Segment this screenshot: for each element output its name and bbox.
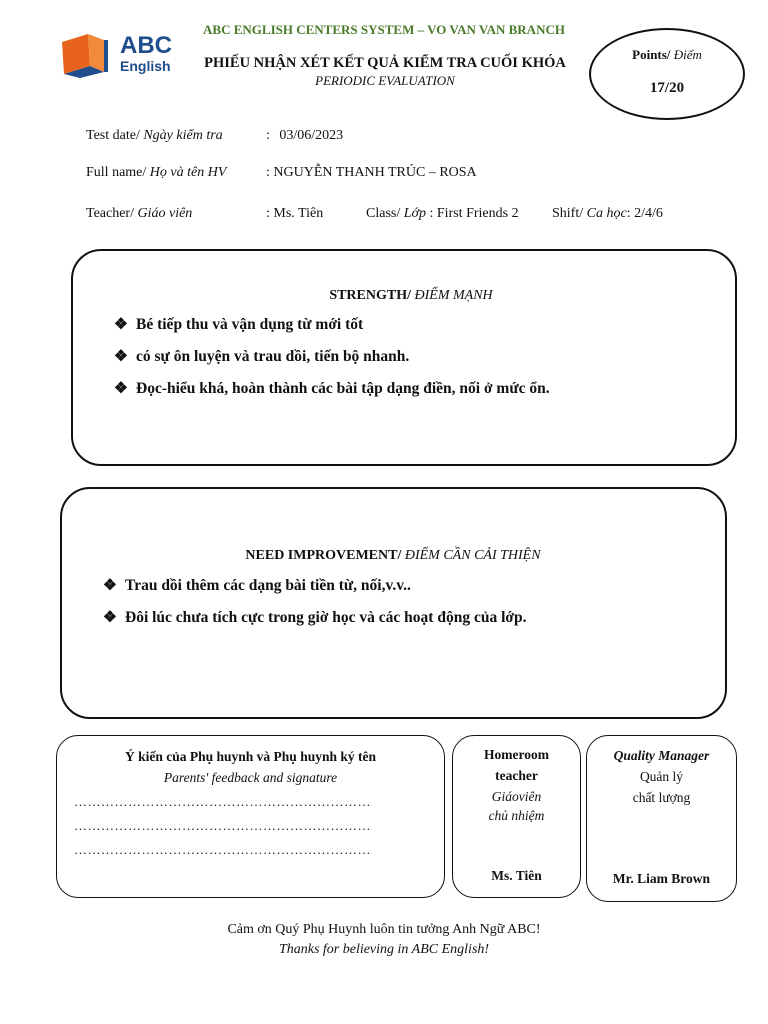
homeroom-title-vi-2: chủ nhiệm (488, 808, 545, 823)
homeroom-teacher-name: Ms. Tiên (491, 868, 542, 883)
qm-title-en: Quality Manager (613, 748, 710, 763)
full-name-value-row (266, 165, 477, 181)
improvement-item (103, 608, 526, 627)
strength-item-text: Bé tiếp thu và vận dụng từ mới tốt (136, 316, 364, 333)
test-date-value: 03/06/2023 (279, 128, 344, 143)
teacher-label-vi: Giáo viên (133, 206, 193, 221)
form-subtitle: PERIODIC EVALUATION (315, 73, 455, 88)
test-date-label-en: Test date/ (86, 128, 140, 143)
shift-value: : 2/4/6 (626, 206, 663, 221)
parents-title-en: Parents' feedback and signature (163, 770, 338, 785)
test-date-label-vi: Ngày kiểm tra (139, 128, 223, 143)
shift-label-en: Shift/ (552, 206, 584, 221)
points-value: 17/20 (649, 80, 685, 96)
full-name-value: NGUYỄN THANH TRÚC – ROSA (273, 165, 477, 180)
form-title: PHIẾU NHẬN XÉT KẾT QUẢ KIỂM TRA CUỐI KHÓA (204, 55, 566, 71)
qm-title-vi-1: Quản lý (639, 769, 684, 784)
improvement-title-en: NEED IMPROVEMENT/ (245, 548, 402, 563)
strength-title-en: STRENGTH/ (329, 288, 412, 303)
bullet-diamond-icon: ❖ (103, 577, 117, 594)
book-logo-icon (60, 32, 112, 80)
class-label-en: Class/ (366, 206, 401, 221)
homeroom-title-en-2: teacher (495, 768, 538, 783)
parents-title-vi: Ý kiến của Phụ huynh và Phụ huynh ký tên (125, 749, 376, 764)
bullet-diamond-icon: ❖ (103, 609, 117, 626)
points-label-en: Points/ (632, 47, 671, 62)
logo-text-english: English (120, 58, 171, 74)
points-label-vi: Điểm (670, 47, 702, 62)
teacher-value: Ms. Tiên (273, 206, 324, 221)
abc-english-logo (60, 32, 175, 80)
test-date-colon: : (266, 128, 270, 143)
shift-label-vi: Ca học (583, 206, 627, 221)
thanks-english: Thanks for believing in ABC English! (278, 942, 490, 957)
full-name-colon: : (266, 165, 270, 180)
improvement-item-text: Trau dồi thêm các dạng bài tiền từ, nối,v.v.. (125, 577, 411, 594)
test-date-label (86, 128, 223, 144)
thanks-vietnamese: Cảm ơn Quý Phụ Huynh luôn tin tưởng Anh Ngữ ABC! (227, 922, 541, 937)
full-name-label-vi: Họ và tên HV (146, 165, 227, 180)
improvement-box (60, 487, 727, 719)
improvement-item (103, 576, 411, 595)
bullet-diamond-icon: ❖ (114, 380, 128, 397)
strength-item (114, 315, 363, 334)
class-label-vi: Lớp (400, 206, 426, 221)
points-oval (589, 28, 745, 120)
qm-name: Mr. Liam Brown (612, 871, 711, 886)
test-date-value-row (266, 128, 343, 144)
improvement-title-vi: ĐIỂM CẦN CẢI THIỆN (401, 548, 541, 563)
class-value: : First Friends 2 (426, 206, 519, 221)
teacher-colon: : (266, 206, 270, 221)
strength-title-vi: ĐIỂM MẠNH (411, 288, 493, 303)
improvement-title (0, 548, 768, 564)
strength-title (0, 288, 768, 304)
teacher-label (86, 206, 192, 222)
teacher-value-row (266, 206, 323, 222)
logo-text-abc: ABC (120, 32, 172, 59)
parents-signature-line[interactable]: ………………………………………………………… (74, 818, 371, 833)
system-title: ABC ENGLISH CENTERS SYSTEM – VO VAN VAN BRANCH (203, 22, 565, 37)
full-name-label-en: Full name/ (86, 165, 147, 180)
shift-field (552, 206, 663, 222)
qm-title-vi-2: chất lượng (632, 790, 691, 805)
strength-item (114, 379, 550, 398)
strength-item-text: có sự ôn luyện và trau dồi, tiến bộ nhanh. (136, 348, 410, 365)
improvement-item-text: Đôi lúc chưa tích cực trong giờ học và các hoạt động của lớp. (125, 609, 527, 626)
homeroom-title-en-1: Homeroom (484, 747, 549, 762)
full-name-label (86, 165, 226, 181)
strength-item-text: Đọc-hiểu khá, hoàn thành các bài tập dạng điền, nối ở mức ổn. (136, 380, 550, 397)
class-field (366, 206, 519, 222)
bullet-diamond-icon: ❖ (114, 348, 128, 365)
teacher-label-en: Teacher/ (86, 206, 134, 221)
parents-signature-line[interactable]: ………………………………………………………… (74, 842, 371, 857)
parents-signature-line[interactable]: ………………………………………………………… (74, 794, 371, 809)
points-label (589, 47, 745, 63)
homeroom-title-vi-1: Giáoviên (491, 789, 542, 804)
bullet-diamond-icon: ❖ (114, 316, 128, 333)
strength-item (114, 347, 409, 366)
